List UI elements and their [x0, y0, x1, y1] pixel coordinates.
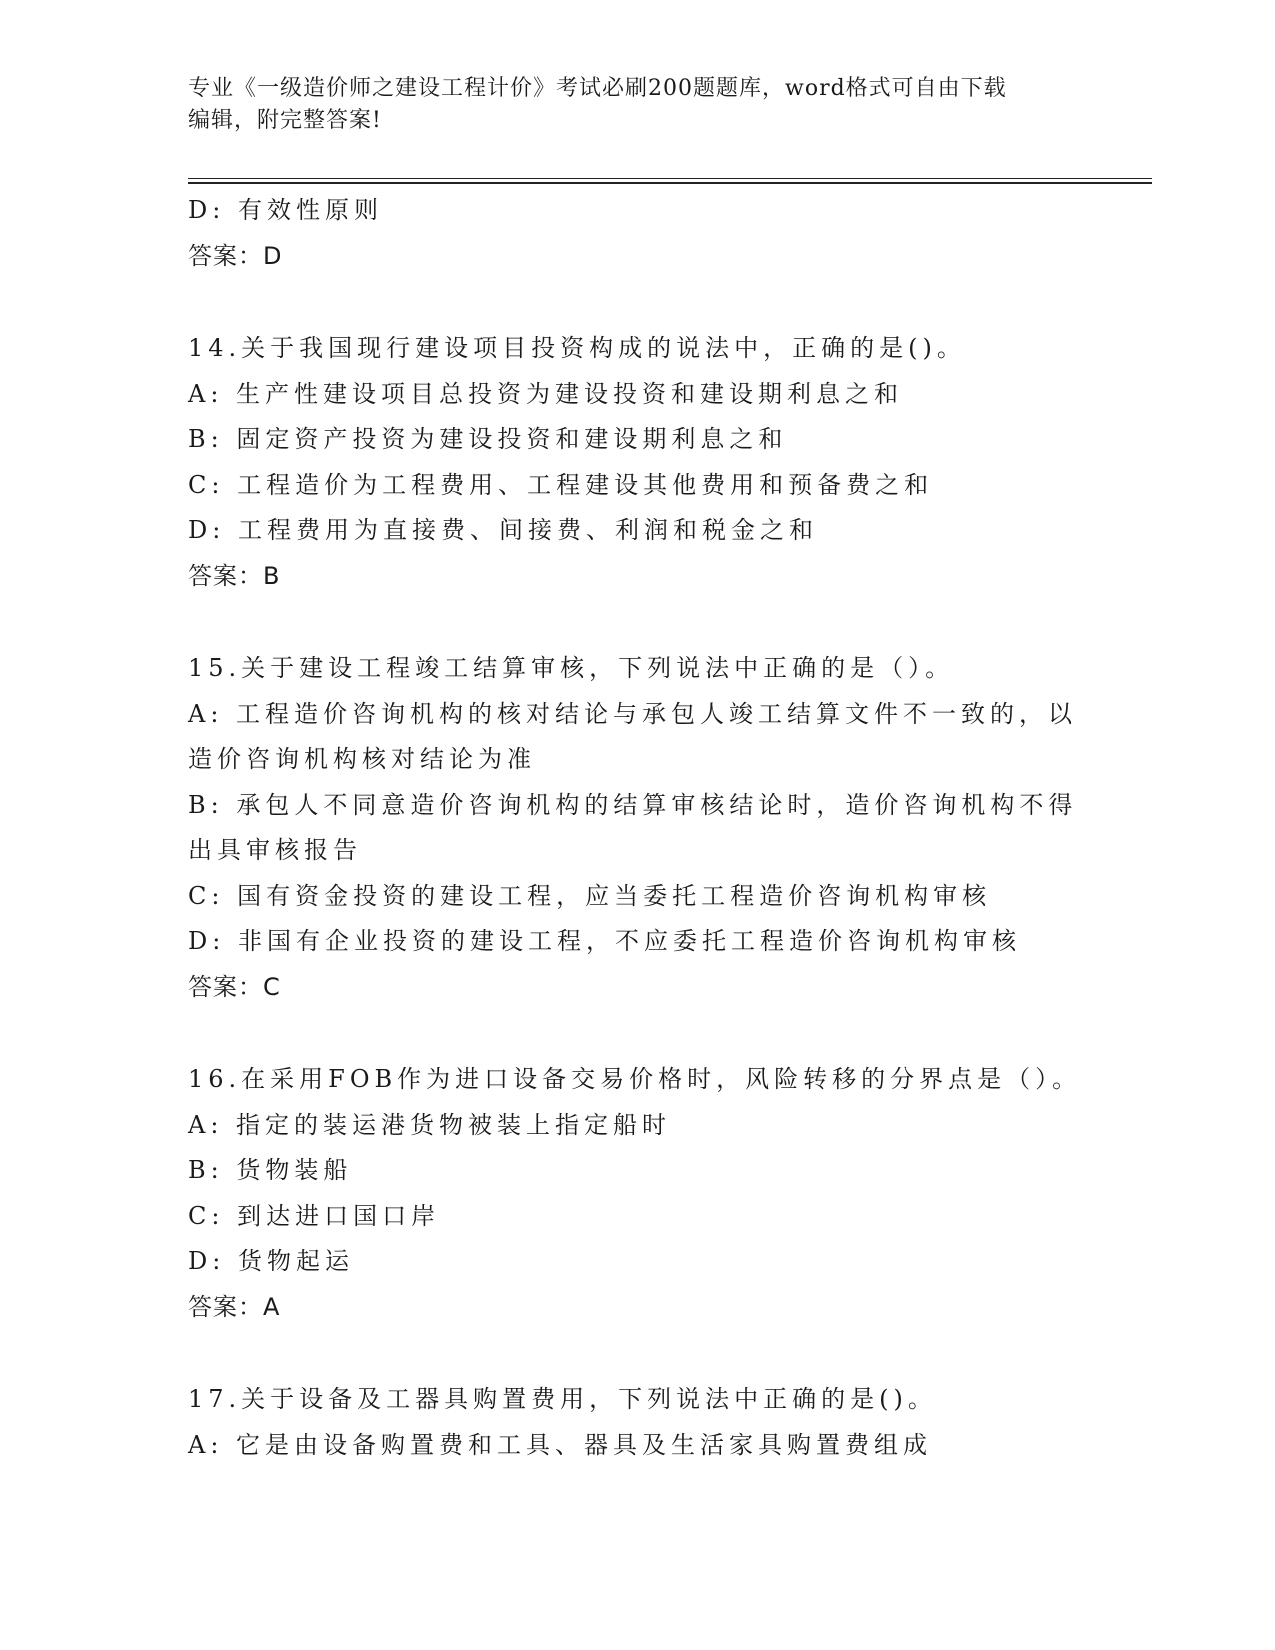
- spacer: [188, 599, 1088, 646]
- header-title-line-1: 专业《一级造价师之建设工程计价》考试必刷200题题库，word格式可自由下载: [188, 76, 1007, 101]
- option-c: C: 国有资金投资的建设工程，应当委托工程造价咨询机构审核: [188, 881, 992, 910]
- question-15: [188, 646, 1088, 1010]
- option-a: A: 它是由设备购置费和工具、器具及生活家具购置费组成: [188, 1430, 933, 1459]
- question-16: [188, 1057, 1088, 1330]
- question-14: [188, 326, 1088, 599]
- option-b-line-2: 出具审核报告: [188, 836, 362, 864]
- option-b: B: 固定资产投资为建设投资和建设期利息之和: [188, 425, 788, 453]
- prev-answer: 答案：D: [188, 241, 283, 270]
- page-header: [188, 73, 1088, 137]
- question-content: [188, 188, 1088, 1468]
- option-a: A: 生产性建设项目总投资为建设投资和建设期利息之和: [188, 379, 904, 408]
- header-divider: [188, 178, 1152, 184]
- header-title-line-2: 编辑，附完整答案!: [188, 108, 382, 133]
- question-stem: 17.关于设备及工器具购置费用，下列说法中正确的是()。: [188, 1385, 937, 1413]
- question-stem: 16.在采用FOB作为进口设备交易价格时，风险转移的分界点是（）。: [188, 1065, 1082, 1093]
- question-17: [188, 1377, 1088, 1468]
- option-c: C: 工程造价为工程费用、工程建设其他费用和预备费之和: [188, 470, 934, 499]
- option-d: D: 工程费用为直接费、间接费、利润和税金之和: [188, 516, 818, 544]
- answer: 答案：A: [188, 1292, 281, 1321]
- option-c: C: 到达进口国口岸: [188, 1201, 441, 1230]
- option-b-line-1: B: 承包人不同意造价咨询机构的结算审核结论时，造价咨询机构不得: [188, 790, 1078, 819]
- answer: 答案：B: [188, 561, 281, 590]
- spacer: [188, 1330, 1088, 1377]
- option-b: B: 货物装船: [188, 1156, 353, 1184]
- answer: 答案：C: [188, 972, 281, 1001]
- option-d: D: 货物起运: [188, 1247, 354, 1275]
- option-d: D: 非国有企业投资的建设工程，不应委托工程造价咨询机构审核: [188, 927, 1021, 955]
- spacer: [188, 1010, 1088, 1057]
- prev-option-d: D: 有效性原则: [188, 196, 383, 224]
- spacer: [188, 279, 1088, 326]
- option-a-line-2: 造价咨询机构核对结论为准: [188, 745, 536, 773]
- option-a-line-1: A: 工程造价咨询机构的核对结论与承包人竣工结算文件不一致的，以: [188, 699, 1078, 728]
- option-a: A: 指定的装运港货物被装上指定船时: [188, 1110, 672, 1139]
- question-stem: 14.关于我国现行建设项目投资构成的说法中，正确的是()。: [188, 334, 966, 362]
- question-stem: 15.关于建设工程竣工结算审核，下列说法中正确的是（）。: [188, 654, 955, 682]
